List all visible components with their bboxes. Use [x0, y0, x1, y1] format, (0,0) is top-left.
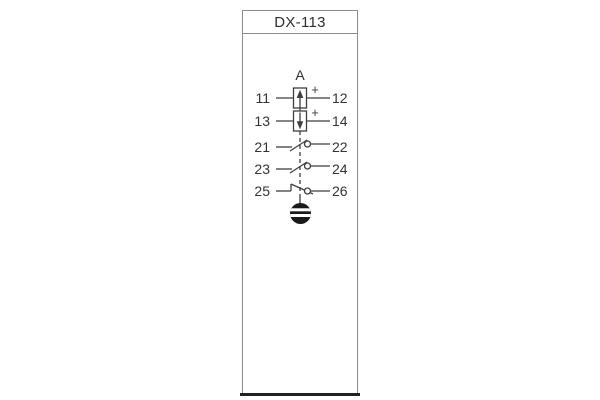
- polarity-plus-sign: +: [311, 105, 319, 120]
- mounting-baseline: [240, 393, 360, 396]
- device-title: DX-113: [274, 13, 326, 31]
- terminal-label-right: 24: [332, 161, 348, 177]
- terminal-label-left: 21: [254, 139, 270, 155]
- terminal-label-right: 22: [332, 139, 348, 155]
- coil-group-label: A: [295, 67, 305, 83]
- polarity-plus-sign: +: [311, 82, 319, 97]
- terminal-label-left: 25: [254, 183, 270, 199]
- terminal-label-right: 12: [332, 90, 348, 106]
- terminal-label-left: 23: [254, 161, 270, 177]
- terminal-label-right: 14: [332, 113, 348, 129]
- terminal-label-left: 13: [254, 113, 270, 129]
- terminal-label-right: 26: [332, 183, 348, 199]
- terminal-label-left: 11: [255, 90, 270, 106]
- device-title-box: [242, 10, 358, 34]
